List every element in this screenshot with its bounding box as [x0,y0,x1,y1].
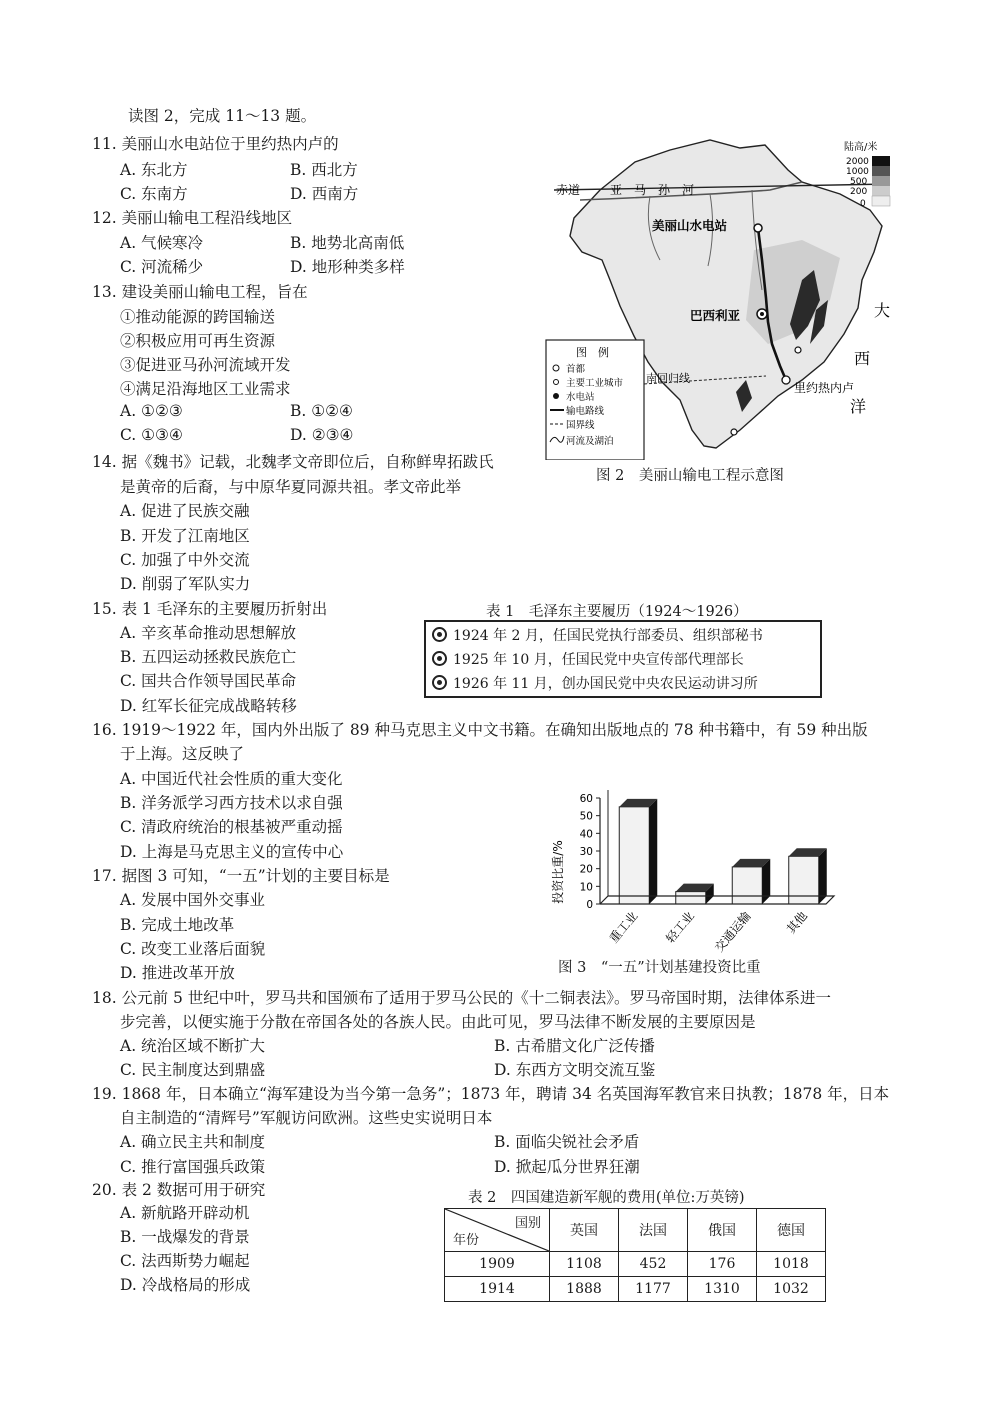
city-icon [731,429,737,435]
q19-option-d[interactable]: D. 掀起瓜分世界狂潮 [494,1158,640,1176]
station-label: 美丽山水电站 [652,218,728,233]
table2-cell: 1310 [688,1277,757,1302]
legend-item: 首都 [566,364,586,375]
legend-capital-icon [553,365,559,371]
q17-stem: 17. 据图 3 可知，“一五”计划的主要目标是 [92,867,390,885]
q15-option-c[interactable]: C. 国共合作领导国民革命 [120,672,297,690]
q15-option-a[interactable]: A. 辛亥革命推动思想解放 [120,624,297,642]
q12-option-b[interactable]: B. 地势北高南低 [290,234,405,252]
q11-option-d[interactable]: D. 西南方 [290,185,359,203]
q19-option-c[interactable]: C. 推行富国强兵政策 [120,1158,266,1176]
q15-option-d[interactable]: D. 红军长征完成战略转移 [120,697,297,715]
q19-stem-line2: 自主制造的“清辉号”军舰访问欧洲。这些史实说明日本 [120,1109,493,1127]
chart-bar [676,892,706,904]
chart-ytick-label: 0 [586,899,593,911]
table1 [424,620,822,698]
legend-title: 图 例 [576,346,609,359]
chart-xlabels [606,908,810,954]
q13-stem: 13. 建设美丽山输电工程，旨在 [92,283,308,301]
q18-stem-line2: 步完善，以便实施于分散在帝国各处的各族人民。由此可见，罗马法律不断发展的主要原因是 [120,1013,756,1031]
table2-year-cell: 1909 [445,1252,550,1277]
q17-option-b[interactable]: B. 完成土地改革 [120,916,235,934]
q13-statement-3: ③促进亚马孙河流域开发 [120,356,291,374]
q18-option-b[interactable]: B. 古希腊文化广泛传播 [494,1037,655,1055]
q13-option-d[interactable]: D. ②③④ [290,426,354,444]
table2-header-cell: 法国 [619,1209,688,1252]
legend-item: 国界线 [566,420,595,431]
q14-stem-line1: 14. 据《魏书》记载，北魏孝文帝即位后，自称鲜卑拓跋氏 [92,453,494,471]
table2-cell: 1888 [550,1277,619,1302]
q12-option-c[interactable]: C. 河流稀少 [120,258,204,276]
chart-ylabel: 投资比重/% [551,840,565,904]
q12-option-a[interactable]: A. 气候寒冷 [120,234,204,252]
q12-stem: 12. 美丽山输电工程沿线地区 [92,209,293,227]
table2-corner-bottom: 年份 [453,1233,480,1248]
q13-option-b[interactable]: B. ①②④ [290,402,353,420]
legend-item: 水电站 [566,392,595,403]
chart-xlabel: 交通运输 [711,908,754,955]
q17-option-d[interactable]: D. 推进改革开放 [120,964,235,982]
ocean-label-2: 西 [854,349,871,368]
tropic-label: 南回归线 [646,372,690,385]
q16-option-b[interactable]: B. 洋务派学习西方技术以求自强 [120,794,343,812]
table1-row [432,624,814,648]
elevation-swatch [872,166,890,176]
elevation-tick: 200 [850,187,868,197]
elevation-swatch [872,156,890,166]
q15-option-b[interactable]: B. 五四运动拯救民族危亡 [120,648,297,666]
elevation-title: 陆高/米 [844,142,878,153]
q13-statement-2: ②积极应用可再生资源 [120,332,276,350]
table2 [444,1208,826,1302]
legend-item: 主要工业城市 [566,378,624,389]
chart-ytick-label: 30 [579,846,593,858]
q17-option-a[interactable]: A. 发展中国外交事业 [120,891,266,909]
city-icon [795,347,801,353]
capital-icon-inner [760,312,764,316]
q20-option-c[interactable]: C. 法西斯势力崛起 [120,1252,250,1270]
elevation-tick: 2000 [846,157,869,167]
chart-ytick-label: 20 [579,863,593,876]
legend-hydro-icon [553,393,559,399]
q16-option-d[interactable]: D. 上海是马克思主义的宣传中心 [120,843,344,861]
q16-option-c[interactable]: C. 清政府统治的根基被严重动摇 [120,818,343,836]
table1-row [432,648,814,672]
table2-cell: 176 [688,1252,757,1277]
table1-row-text: 1926 年 11 月，创办国民党中央农民运动讲习所 [453,676,758,692]
q20-option-d[interactable]: D. 冷战格局的形成 [120,1276,251,1294]
elevation-swatch [872,186,890,196]
equator-label: 赤道 [556,183,581,197]
q20-option-a[interactable]: A. 新航路开辟动机 [120,1204,250,1222]
legend-city-icon [554,380,559,385]
table2-header-cell: 英国 [550,1209,619,1252]
q19-option-b[interactable]: B. 面临尖锐社会矛盾 [494,1133,640,1151]
legend-item: 输电路线 [566,406,605,417]
q13-option-a[interactable]: A. ①②③ [120,402,183,420]
elevation-tick: 0 [860,199,866,209]
chart-bar [789,856,819,904]
table2-header-cell: 俄国 [688,1209,757,1252]
q12-option-d[interactable]: D. 地形种类多样 [290,258,405,276]
chart-xlabel: 其他 [783,908,811,937]
q18-option-c[interactable]: C. 民主制度达到鼎盛 [120,1061,266,1079]
table-row [445,1277,826,1302]
q18-option-d[interactable]: D. 东西方文明交流互鉴 [494,1061,656,1079]
bullet-icon [432,675,447,690]
q20-stem: 20. 表 2 数据可用于研究 [92,1181,266,1199]
table2-header-row [445,1209,826,1252]
chart-bar [732,867,762,904]
q11-stem: 11. 美丽山水电站位于里约热内卢的 [92,135,339,153]
amazon-label: 亚 马 孙 河 [610,183,695,197]
q11-option-b[interactable]: B. 西北方 [290,161,358,179]
q17-option-c[interactable]: C. 改变工业落后面貌 [120,940,266,958]
chart-xlabel: 重工业 [606,908,641,946]
table2-corner-cell [445,1209,550,1252]
q18-stem-line1: 18. 公元前 5 世纪中叶，罗马共和国颁布了适用于罗马公民的《十二铜表法》。罗马帝国时期，法律体系进一 [92,989,832,1007]
capital-label: 巴西利亚 [690,308,741,323]
chart-title: 图 3 “一五”计划基建投资比重 [558,960,761,976]
chart-ytick-label: 10 [579,881,593,894]
q14-stem-line2: 是黄帝的后裔，与中原华夏同源共祖。孝文帝此举 [120,478,462,496]
table2-cell: 1177 [619,1277,688,1302]
chart-bar-side [649,799,657,904]
investment-bar-chart [548,786,838,956]
rio-label: 里约热内卢 [794,381,855,395]
bullet-icon [432,627,447,642]
q11-option-c[interactable]: C. 东南方 [120,185,188,203]
table2-title: 表 2 四国建造新军舰的费用(单位:万英镑) [468,1190,745,1206]
ocean-label-3: 洋 [850,397,867,416]
chart-bar [619,807,649,904]
ocean-label-1: 大 [874,301,891,320]
table2-cell: 1108 [550,1252,619,1277]
map-caption: 图 2 美丽山输电工程示意图 [596,468,784,484]
brazil-map [540,130,900,460]
elevation-swatch [872,176,890,186]
table-row [445,1252,826,1277]
table2-cell: 452 [619,1252,688,1277]
table2-cell: 1032 [757,1277,826,1302]
chart-yticks [580,793,600,911]
q20-option-b[interactable]: B. 一战爆发的背景 [120,1228,250,1246]
table2-cell: 1018 [757,1252,826,1277]
chart-ytick-label: 50 [579,810,593,823]
table1-title: 表 1 毛泽东主要履历（1924～1926） [486,604,748,620]
elevation-swatch [872,196,890,206]
table1-row-text: 1924 年 2 月，任国民党执行部委员、组织部秘书 [453,628,763,644]
legend-item: 河流及湖泊 [566,436,614,447]
q14-option-b[interactable]: B. 开发了江南地区 [120,527,250,545]
table1-row [432,672,814,696]
elevation-tick: 500 [850,177,868,187]
chart-xlabel: 轻工业 [663,908,698,946]
q16-option-a[interactable]: A. 中国近代社会性质的重大变化 [120,770,343,788]
chart-bars [619,799,827,904]
q15-stem: 15. 表 1 毛泽东的主要履历折射出 [92,600,328,618]
city-icon [782,376,790,384]
table1-row-text: 1925 年 10 月，任国民党中央宣传部代理部长 [453,652,744,668]
intro-text: 读图 2，完成 11～13 题。 [128,107,317,125]
table2-corner-top: 国别 [514,1216,541,1231]
elevation-tick: 1000 [846,167,869,177]
q16-stem-line2: 于上海。这反映了 [120,745,245,763]
q14-option-c[interactable]: C. 加强了中外交流 [120,551,250,569]
chart-ytick-label: 40 [579,828,593,841]
hydro-station-icon [754,224,762,232]
q14-option-d[interactable]: D. 削弱了军队实力 [120,575,251,593]
bullet-icon [432,651,447,666]
q11-option-a[interactable]: A. 东北方 [120,161,188,179]
table2-year-cell: 1914 [445,1277,550,1302]
q13-option-c[interactable]: C. ①③④ [120,426,183,444]
q13-statement-1: ①推动能源的跨国输送 [120,308,276,326]
q19-option-a[interactable]: A. 确立民主共和制度 [120,1133,266,1151]
q14-option-a[interactable]: A. 促进了民族交融 [120,502,250,520]
q16-stem-line1: 16. 1919～1922 年，国内外出版了 89 种马克思主义中文书籍。在确知出版地点的 78 种书籍中，有 59 种出版 [92,721,868,739]
q13-statement-4: ④满足沿海地区工业需求 [120,380,291,398]
q19-stem-line1: 19. 1868 年，日本确立“海军建设为当今第一急务”；1873 年，聘请 34 名英国海军教官来日执教；1878 年，日本 [92,1085,890,1103]
chart-ytick-label: 60 [579,793,593,805]
q18-option-a[interactable]: A. 统治区域不断扩大 [120,1037,266,1055]
table2-header-cell: 德国 [757,1209,826,1252]
